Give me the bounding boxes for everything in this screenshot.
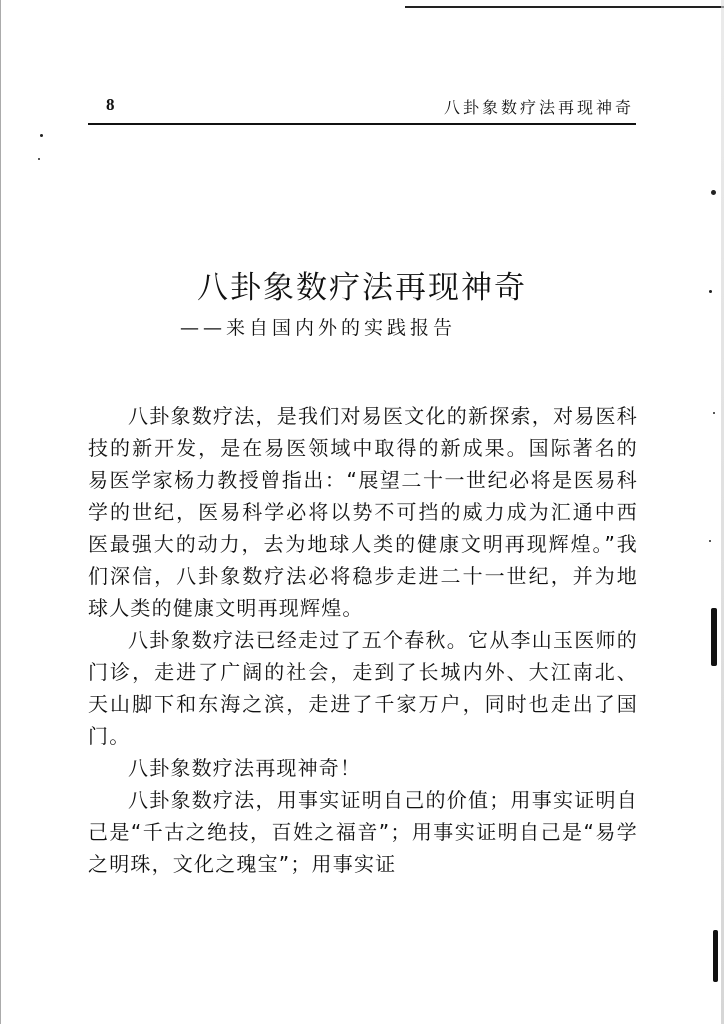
- scan-bar-mark: [711, 608, 717, 666]
- scan-speck: [711, 190, 716, 195]
- scan-speck: [38, 158, 40, 160]
- scan-speck: [713, 412, 715, 414]
- paragraph-3: 八卦象数疗法再现神奇！: [128, 756, 362, 780]
- article-title: 八卦象数疗法再现神奇: [197, 270, 527, 306]
- running-header: [88, 93, 636, 123]
- scan-bar-mark: [713, 930, 718, 982]
- scan-edge-top: [405, 6, 724, 8]
- paragraph-1: 八卦象数疗法，是我们对易医文化的新探索，对易医科技的新开发，是在易医领域中取得的新成果。国际著名的易医学家杨力教授曾指出：“展望二十一世纪必将是医易科学的世纪，医易科学必将以势不可挡的威力成为汇通中西医最强大的动力，去为地球人类的健康文明再现辉煌。”我们深信，八卦象数疗法必将稳步走进二十一世纪，并为地球人类的健康文明再现辉煌。: [88, 404, 638, 620]
- paragraph-4: 八卦象数疗法，用事实证明自己的价值；用事实证明自己是“千古之绝技，百姓之福音”；用事实证明自己是“易学之明珠，文化之瑰宝”；用事实证: [88, 788, 638, 876]
- article-subtitle: ——来自国内外的实践报告: [180, 317, 457, 339]
- scan-speck: [709, 540, 711, 542]
- page-number: 8: [106, 95, 115, 114]
- paragraph-2: 八卦象数疗法已经走过了五个春秋。它从李山玉医师的门诊，走进了广阔的社会，走到了长城内外、大江南北、天山脚下和东海之滨，走进了千家万户，同时也走出了国门。: [88, 628, 638, 748]
- scan-speck: [40, 134, 43, 137]
- running-title: 八卦象数疗法再现神奇: [443, 98, 634, 117]
- header-rule: [88, 123, 636, 125]
- article-body: [88, 400, 638, 880]
- scan-edge-left: [0, 0, 1, 1024]
